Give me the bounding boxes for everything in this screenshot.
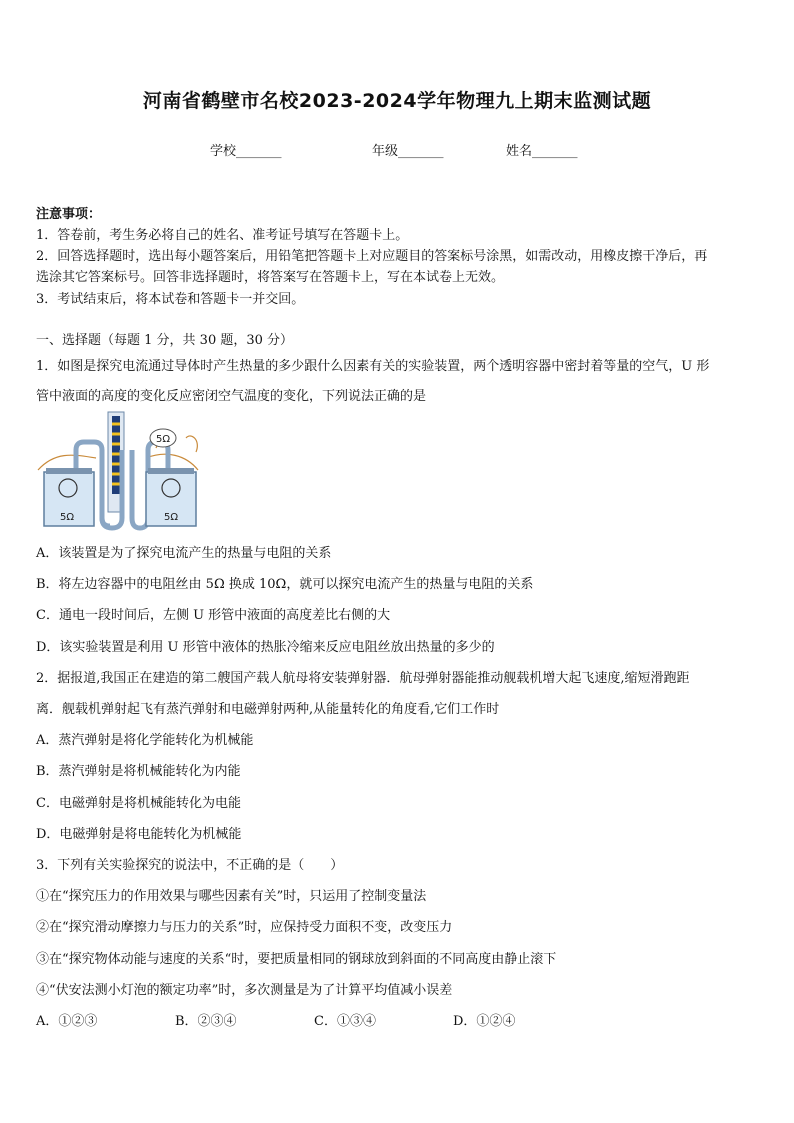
q1-stem-line2: 管中液面的高度的变化反应密闭空气温度的变化，下列说法正确的是	[36, 389, 427, 404]
q2-stem-line2: 离．舰载机弹射起飞有蒸汽弹射和电磁弹射两种,从能量转化的角度看,它们工作时	[36, 702, 500, 717]
notice-item-2-cont: 选涂其它答案标号。回答非选择题时，将答案写在答题卡上，写在本试卷上无效。	[36, 270, 505, 285]
experiment-figure	[36, 410, 201, 532]
page-title: 河南省鹤壁市名校2023-2024学年物理九上期末监测试题	[142, 90, 652, 112]
notice-item-1: 1．答卷前，考生务必将自己的姓名、准考证号填写在答题卡上。	[36, 228, 409, 243]
notice-heading: 注意事项：	[36, 207, 102, 222]
q3-option-a: A．①②③	[36, 1014, 98, 1029]
right-resistor-label: 5Ω	[163, 512, 179, 523]
notice-item-2: 2．回答选择题时，选出每小题答案后，用铅笔把答题卡上对应题目的答案标号涂黑，如需改动，用橡皮擦干净后，再	[36, 249, 708, 264]
notice-item-3: 3．考试结束后，将本试卷和答题卡一并交回。	[36, 292, 305, 307]
q2-option-b: B．蒸汽弹射是将机械能转化为内能	[36, 764, 241, 779]
q1-option-d: D．该实验装置是利用 U 形管中液体的热胀冷缩来反应电阻丝放出热量的多少的	[36, 640, 495, 655]
q3-statement-2: ②在“探究滑动摩擦力与压力的关系”时，应保持受力面积不变，改变压力	[36, 920, 453, 935]
q3-statement-1: ①在“探究压力的作用效果与哪些因素有关”时，只运用了控制变量法	[36, 889, 427, 904]
grade-field: 年级_______	[372, 144, 444, 159]
q3-option-b: B．②③④	[175, 1014, 237, 1029]
q1-stem-line1: 1．如图是探究电流通过导体时产生热量的多少跟什么因素有关的实验装置，两个透明容器中密封着等量的空气，U 形	[36, 359, 710, 374]
q1-option-b: B．将左边容器中的电阻丝由 5Ω 换成 10Ω，就可以探究电流产生的热量与电阻的关系	[36, 577, 534, 592]
q3-option-c: C．①③④	[314, 1014, 376, 1029]
q1-option-a: A．该装置是为了探究电流产生的热量与电阻的关系	[36, 546, 332, 561]
q2-option-a: A．蒸汽弹射是将化学能转化为机械能	[36, 733, 254, 748]
top-resistor-label: 5Ω	[155, 434, 171, 445]
q2-option-c: C．电磁弹射是将机械能转化为电能	[36, 796, 241, 811]
q3-statement-3: ③在“探究物体动能与速度的关系“时，要把质量相同的钢球放到斜面的不同高度由静止滚下	[36, 952, 557, 967]
apparatus-diagram	[36, 410, 201, 532]
school-field: 学校_______	[210, 144, 282, 159]
q2-stem-line1: 2．据报道,我国正在建造的第二艘国产载人航母将安装弹射器．航母弹射器能推动舰载机增大起飞速度,缩短滑跑距	[36, 671, 690, 686]
q3-stem: 3．下列有关实验探究的说法中，不正确的是（ ）	[36, 858, 344, 873]
section-heading: 一、选择题（每题 1 分，共 30 题，30 分）	[36, 333, 294, 348]
q3-option-d: D．①②④	[453, 1014, 516, 1029]
q1-option-c: C．通电一段时间后，左侧 U 形管中液面的高度差比右侧的大	[36, 608, 391, 623]
left-resistor-label: 5Ω	[59, 512, 75, 523]
q2-option-d: D．电磁弹射是将电能转化为机械能	[36, 827, 242, 842]
name-field: 姓名_______	[506, 144, 578, 159]
q3-statement-4: ④“伏安法测小灯泡的额定功率”时，多次测量是为了计算平均值减小误差	[36, 983, 453, 998]
